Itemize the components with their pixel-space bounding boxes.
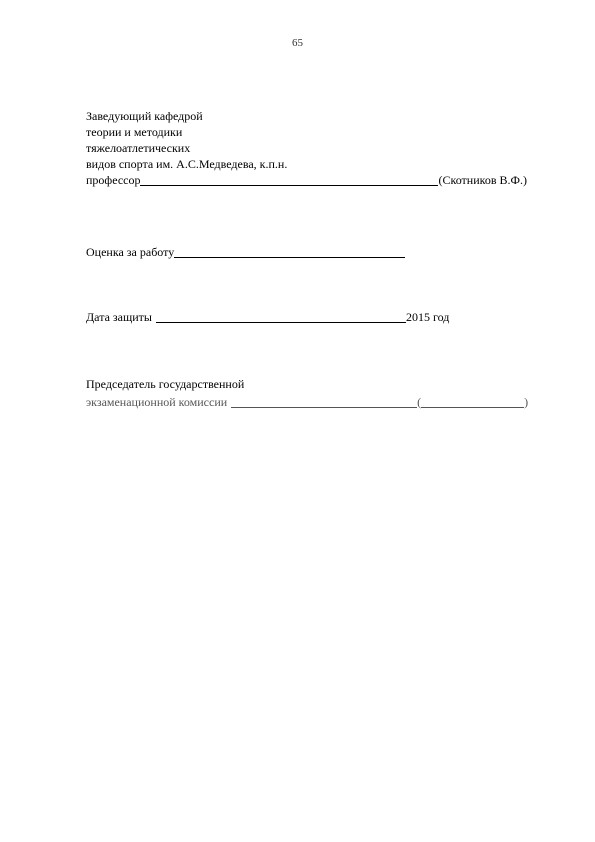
chair-signature-blank: [231, 395, 417, 408]
head-line-2: теории и методики: [86, 125, 183, 139]
chair-line-1: Председатель государственной: [86, 377, 245, 391]
head-title: профессор: [86, 173, 141, 187]
page-number: 65: [292, 37, 303, 49]
head-line-3: тяжелоатлетических: [86, 141, 191, 155]
defense-date-label: Дата защиты: [86, 310, 152, 324]
grade-label: Оценка за работу: [86, 245, 175, 259]
head-line-4: видов спорта им. А.С.Медведева, к.п.н.: [86, 157, 288, 171]
chair-line-2: экзаменационной комиссии: [86, 395, 228, 409]
defense-date-line: [86, 310, 449, 325]
defense-date-blank: [156, 310, 406, 323]
head-signature-blank: [140, 173, 438, 186]
grade-line: [86, 245, 405, 260]
head-signature-line: [86, 173, 527, 188]
head-line-1: Заведующий кафедрой: [86, 109, 203, 123]
chair-name-blank: [421, 395, 524, 408]
grade-blank: [174, 245, 405, 258]
defense-year: 2015 год: [405, 310, 450, 324]
head-name: (Скотников В.Ф.): [438, 173, 528, 187]
chair-paren-close: ): [524, 395, 529, 409]
chair-paren-open: (: [417, 395, 422, 409]
chair-signature-line: [86, 395, 528, 410]
